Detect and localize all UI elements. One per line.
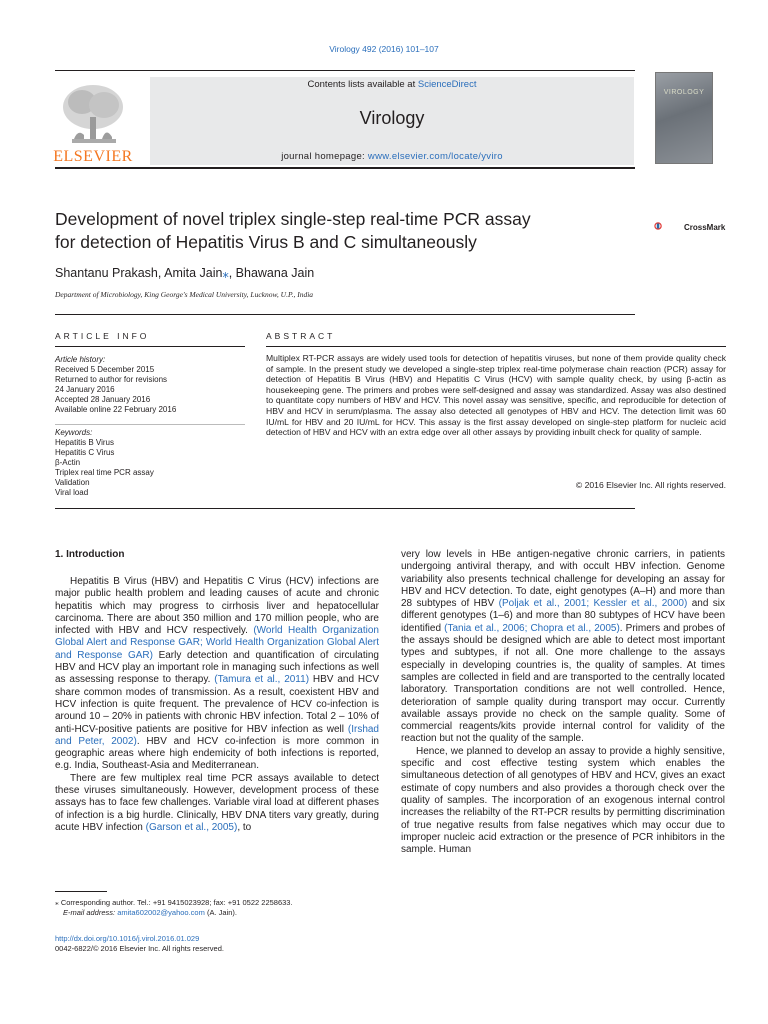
title-line-1: Development of novel triplex single-step real-time PCR assay xyxy=(55,209,531,229)
crossmark-icon[interactable] xyxy=(654,213,682,239)
citation-link[interactable]: (Garson et al., 2005) xyxy=(145,821,238,833)
history-label: Article history: xyxy=(55,355,106,364)
text: and six different genotypes (1–6) and more than 80 subtypes of HCV have been identified xyxy=(401,598,725,634)
journal-homepage xyxy=(150,151,634,162)
keyword: Hepatitis B Virus xyxy=(55,438,114,447)
info-sub-rule xyxy=(55,346,245,347)
keyword: Validation xyxy=(55,478,90,487)
citation-link[interactable]: (World Health Organization Global Alert and Response GAR; World Health Organization Global Alert and Response GAR) xyxy=(55,625,379,661)
abstract-text: Multiplex RT-PCR assays are widely used tools for detection of hepatitis viruses, but none of them provide quality check of sample. In the present study we developed a single-step triplex real-time polymerase chain reaction (PCR) assay for detection of Hepatitis B Virus (HBV) and Hepatitis C Virus (HCV) with sample quality check, by using β-actin as housekeeping gene. The primers and probes were self-designed and assay was standardized. Assay was also destined to quantitate copy numbers of HBV and HCV. This novel assay was sensitive, specific, and reproducible for detection of HBV and HCV in serum/plasma. The assay also detected all genotypes of HBV and HCV. The detection limit was 60 IU/mL for HBV and 20 IU/mL for HCV. This assay is the first assay developed on single-step platform for nucleic acid detection of HBV and HCV with an extra edge over all other assays by providing inbuilt check for quality of sample. xyxy=(266,353,726,438)
email-suffix: (A. Jain). xyxy=(204,908,237,917)
keywords xyxy=(55,428,245,498)
contents-prefix: Contents lists available at xyxy=(307,79,418,90)
keyword: Triplex real time PCR assay xyxy=(55,468,154,477)
corresponding-mark[interactable]: ⁎ xyxy=(222,266,229,280)
elsevier-wordmark: ELSEVIER xyxy=(53,148,133,165)
intro-paragraph-2 xyxy=(55,773,379,834)
footnote xyxy=(55,898,385,918)
abstract-copyright: © 2016 Elsevier Inc. All rights reserved. xyxy=(575,480,726,490)
text: . HBV and HCV co-infection is more common in geographic areas where high endemicity of both infections is reported, e.g. India, Southeast-Asia and Mediterranean. xyxy=(55,735,379,772)
history-item: Received 5 December 2015 xyxy=(55,365,155,374)
abstract-label: ABSTRACT xyxy=(266,331,336,341)
text: There are few multiplex real time PCR assays available to detect these viruses simultaneously. However, development process of these assays has to face few challenges. Variable viral load at different phases of infection is a big hurdle. Clinically, HBV DNA titers vary greatly, during acute HBV infection xyxy=(55,772,379,833)
right-column xyxy=(401,549,725,856)
body-rule xyxy=(55,508,635,509)
banner-rule xyxy=(55,167,635,169)
citation-link[interactable]: (Irshad and Peter, 2002) xyxy=(55,723,379,747)
keyword: Viral load xyxy=(55,488,89,497)
homepage-link[interactable]: www.elsevier.com/locate/yviro xyxy=(367,151,503,162)
history-item: 24 January 2016 xyxy=(55,385,115,394)
abstract-sub-rule xyxy=(266,346,726,347)
intro-paragraph-4: Hence, we planned to develop an assay to provide a highly sensitive, specific and cost effective testing system which enables the simultaneous detection of all genotypes of HBV and HCV, gives an exact estimate of copy numbers and also provides a thorough check over the quality of samples. The incorporation of an exogenous internal control increases the reliabilty of the RT-PCR results by permitting discrimination of true negative results from false negatives which may occur due to improper nucleic acid extraction or the presence of PCR inhibitors in the sample. Human xyxy=(401,745,725,856)
text: Hepatitis B Virus (HBV) and Hepatitis C Virus (HCV) infections are major public health problem and leading causes of acute and chronic hepatitis which may progress to cirrhosis liver and hepatocellular carcinoma. There are about 350 million and 170 million people, who are infected with HBV and HCV respectively. xyxy=(55,576,379,637)
left-column xyxy=(55,576,379,834)
history-item: Returned to author for revisions xyxy=(55,375,168,384)
email-line xyxy=(55,908,385,918)
cover-title: VIROLOGY xyxy=(663,89,705,96)
title-line-2: for detection of Hepatitis Virus B and C simultaneously xyxy=(55,232,477,252)
text: Early detection and quantification of circulating HBV and HCV play an important role in managing such infections as well as assessing response to therapy. xyxy=(55,649,379,686)
section-heading: 1. Introduction xyxy=(55,549,125,560)
top-rule xyxy=(55,70,635,71)
author-list xyxy=(55,265,314,280)
doi-link[interactable]: http://dx.doi.org/10.1016/j.virol.2016.01.029 xyxy=(55,934,200,943)
email-link[interactable]: amita602002@yahoo.com xyxy=(117,908,205,917)
email-label: E-mail address: xyxy=(63,908,118,917)
keyword: Hepatitis C Virus xyxy=(55,448,115,457)
article-info-label: ARTICLE INFO xyxy=(55,331,150,341)
authors-b: , Bhawana Jain xyxy=(228,266,315,280)
sciencedirect-link[interactable]: ScienceDirect xyxy=(417,79,477,90)
text: HBV and HCV share common modes of transmission. As a result, coexistent HBV and HCV infection is quite frequent. The prevalence of HCV co-infection is around 10 – 20% in patients with chronic HBV infection. Total 2 – 10% of anti-HCV-positive patients are positive for HBV infection as well xyxy=(55,674,379,735)
affiliation: Department of Microbiology, King George's Medical University, Lucknow, U.P., India xyxy=(55,290,314,299)
text: . Primers and probes of the assays should be designed which are able to detect most important types and subtypes, if not all. One more challenge to the assays especially in developing countries is, the quality of samples. At times samples are collected in field and are transported to the centrally located laboratory. Transportation conditions are not well controlled. Hence, deterioration of sample quality during transport may occur. Currently available assays provide no check on the sample quality. Some of commercial reagents/kits provide internal control for validity of the reaction but not the quality of the sample. xyxy=(401,622,725,745)
publication-info xyxy=(55,934,385,954)
crossmark-label[interactable]: CrossMark xyxy=(684,223,726,232)
issn-line: 0042-6822/© 2016 Elsevier Inc. All rights reserved. xyxy=(55,944,224,953)
authors-a: Shantanu Prakash, Amita Jain xyxy=(55,266,223,280)
citation-link[interactable]: (Tania et al., 2006; Chopra et al., 2005) xyxy=(444,622,620,634)
corresponding-author: ⁎ Corresponding author. Tel.: +91 9415023928; fax: +91 0522 2258633. xyxy=(55,898,293,907)
citation-link[interactable]: (Poljak et al., 2001; Kessler et al., 2000) xyxy=(498,598,688,610)
contents-line xyxy=(150,79,634,90)
journal-cover xyxy=(655,72,713,164)
text: , to xyxy=(237,821,252,833)
keyword: β-Actin xyxy=(55,458,81,467)
history-item: Available online 22 February 2016 xyxy=(55,405,177,414)
info-rule xyxy=(55,314,635,315)
intro-paragraph-3 xyxy=(401,549,725,746)
keywords-rule xyxy=(55,424,245,425)
article-history xyxy=(55,355,245,415)
keywords-label: Keywords: xyxy=(55,428,93,437)
homepage-prefix: journal homepage: xyxy=(281,151,368,162)
footnote-rule xyxy=(55,891,107,892)
history-item: Accepted 28 January 2016 xyxy=(55,395,151,404)
article-title xyxy=(55,208,635,254)
intro-paragraph-1 xyxy=(55,576,379,773)
citation-link[interactable]: (Tamura et al., 2011) xyxy=(214,674,310,686)
text: very low levels in HBe antigen-negative chronic carriers, in patients undergoing antiviral therapy, and with occult HBV infection. Genome variability also presents technical challenge for developing an assay for HBV and HCV detection. To date, eight genotypes (A–H) and more than 28 subtypes of HBV xyxy=(401,549,725,610)
journal-title: Virology xyxy=(359,108,425,128)
journal-reference[interactable]: Virology 492 (2016) 101–107 xyxy=(329,44,439,54)
